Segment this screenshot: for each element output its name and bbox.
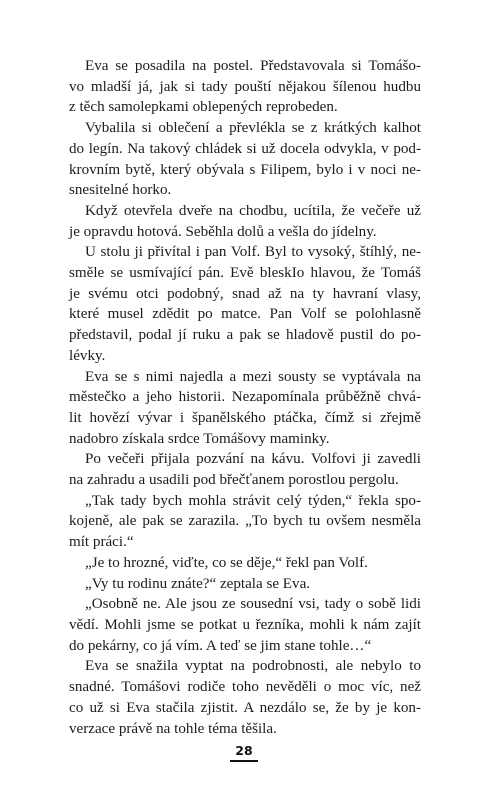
text-line: snesitelné horko. <box>69 182 172 199</box>
paragraph <box>69 553 421 574</box>
text-line: nadobro získala srdce Tomášovy maminky. <box>69 430 330 447</box>
paragraph <box>69 367 421 450</box>
page-number: 28 <box>235 743 253 758</box>
text-line: lit hovězí vývar i španělského ptáčka, čímž si zřejmě <box>69 409 421 426</box>
text-line: vo mladší já, jak si tady pouští nějakou šílenou hudbu <box>69 78 421 95</box>
text-line: z těch samolepkami oblepených reprobeden. <box>69 99 338 116</box>
text-line: „Je to hrozné, viďte, co se děje,“ řekl pan Volf. <box>85 554 368 571</box>
text-line: Když otevřela dveře na chodbu, ucítila, že večeře už <box>85 202 421 219</box>
text-line: do legín. Na takový chládek si už docela odvykla, v pod- <box>69 140 421 157</box>
paragraph <box>69 594 421 656</box>
text-line: „Vy tu rodinu znáte?“ zeptala se Eva. <box>85 575 311 592</box>
text-line: které musel zdědit po matce. Pan Volf se polohlasně <box>69 306 421 323</box>
paragraph <box>69 491 421 553</box>
text-line: je opravdu hotová. Seběhla dolů a vešla do jídelny. <box>69 223 377 240</box>
text-line: U stolu ji přivítal i pan Volf. Byl to vysoký, štíhlý, ne- <box>85 244 421 261</box>
paragraph <box>69 242 421 366</box>
text-line: „Tak tady bych mohla strávit celý týden,“ řekla spo- <box>85 492 421 509</box>
text-line: snadné. Tomášovi rodiče toho nevěděli o moc víc, než <box>69 679 421 696</box>
text-line: vědí. Mohli jsme se potkat u řezníka, mohli k nám zajít <box>69 616 421 633</box>
paragraph <box>69 449 421 490</box>
text-line: co už si Eva stačila zjistit. A nezdálo se, že by je kon- <box>69 699 421 716</box>
text-line: Po večeři přijala pozvání na kávu. Volfovi ji zavedli <box>85 451 421 468</box>
text-line: Vybalila si oblečení a převlékla se z krátkých kalhot <box>85 120 421 137</box>
text-line: na zahradu a usadili pod břečťanem porostlou pergolu. <box>69 472 399 489</box>
text-line: kojeně, ale pak se zarazila. „To bych tu ovšem nesměla <box>69 513 421 530</box>
text-line: představil, podal jí ruku a pak se hladově pustil do po- <box>69 327 421 344</box>
text-line: lévky. <box>69 347 106 364</box>
text-line: směle se usmívající pán. Evě bleskIo hlavou, že Tomáš <box>69 265 421 282</box>
paragraph <box>69 656 421 739</box>
paragraph <box>69 574 421 595</box>
text-line: je svému otci podobný, snad až na ty havraní vlasy, <box>69 285 421 302</box>
text-line: do pekárny, co já vím. A teď se jim stane tohle…“ <box>69 637 372 654</box>
text-line: městečko a jeho historii. Nezapomínala průběžně chvá- <box>69 389 421 406</box>
text-line: krovním bytě, který obývala s Filipem, bylo i v noci ne- <box>69 161 421 178</box>
text-line: Eva se s nimi najedla a mezi sousty se vyptávala na <box>85 368 421 385</box>
page-number-underline <box>230 760 258 762</box>
text-line: mít práci.“ <box>69 534 134 551</box>
text-line: verzace právě na tohle téma těšila. <box>69 720 277 737</box>
paragraph <box>69 201 421 242</box>
text-line: Eva se posadila na postel. Představovala si Tomášo- <box>85 58 421 74</box>
paragraph <box>69 118 421 201</box>
paragraph <box>69 56 421 118</box>
text-line: Eva se snažila vyptat na podrobnosti, ale nebylo to <box>85 658 421 675</box>
text-line: „Osobně ne. Ale jsou ze sousední vsi, tady o sobě lidi <box>85 596 421 613</box>
body-text <box>69 56 421 739</box>
